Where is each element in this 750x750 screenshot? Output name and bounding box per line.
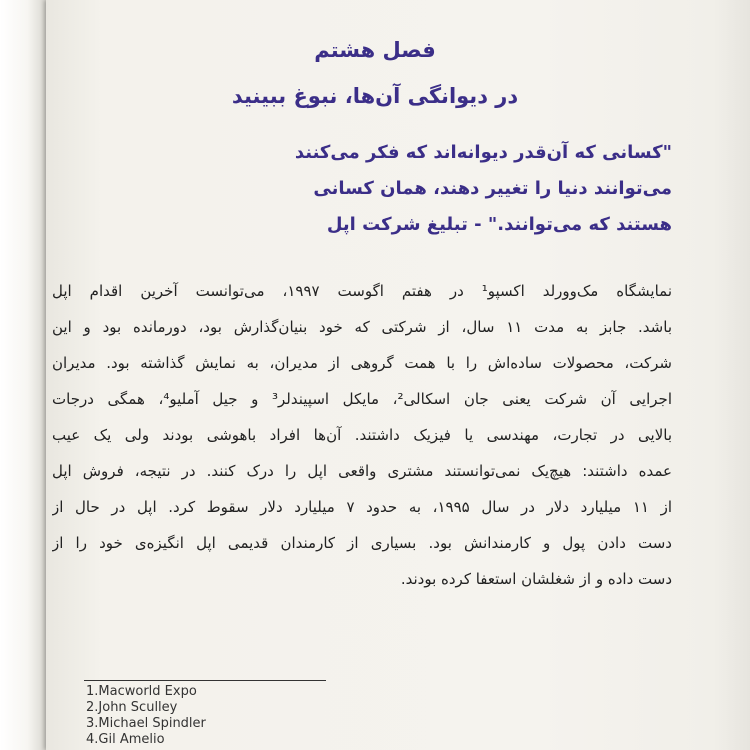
footnote: 4.Gil Amelio [86, 732, 165, 747]
footnote: 1.Macworld Expo [86, 684, 197, 699]
body-text-line: دست دادن پول و کارمندانش بود. بسیاری از کارمندان قدیمی اپل انگیزه‌ی خود را از [52, 534, 672, 552]
body-text-line: شرکت، محصولات ساده‌اش را با همت گروهی از مدیران، به نمایش گذاشته بود. مدیران [52, 354, 672, 372]
epigraph-line: می‌توانند دنیا را تغییر دهند، همان کسانی [313, 178, 672, 199]
body-text-line: عمده داشتند: هیچ‌یک نمی‌توانستند مشتری واقعی اپل را درک کنند. در نتیجه، فروش اپل [52, 462, 672, 480]
footnote-divider [84, 680, 326, 681]
footnote: 3.Michael Spindler [86, 716, 206, 731]
epigraph-line: هستند که می‌توانند." - تبلیغ شرکت اپل [326, 214, 672, 235]
book-spine-margin [0, 0, 46, 750]
chapter-title: در دیوانگی آن‌ها، نبوغ ببینید [231, 84, 519, 108]
book-page [46, 0, 750, 750]
body-text-line: باشد. جابز به مدت ۱۱ سال، از شرکتی که خود بنیان‌گذارش بود، دورمانده بود و این [52, 318, 672, 336]
page-edge-shadow [714, 0, 750, 750]
body-text-line: نمایشگاه مک‌وورلد اکسپو¹ در هفتم اگوست ۱۹۹۷، می‌توانست آخرین اقدام اپل [52, 282, 672, 300]
epigraph-line: "کسانی که آن‌قدر دیوانه‌اند که فکر می‌کنند [294, 142, 672, 163]
body-text-line: اجرایی آن شرکت یعنی جان اسکالی²، مایکل اسپیندلر³ و جیل آملیو⁴، همگی درجات [52, 390, 672, 408]
body-text-line: از ۱۱ میلیارد دلار در سال ۱۹۹۵، به حدود ۷ میلیارد دلار سقوط کرد. اپل در حال از [52, 498, 672, 516]
footnote: 2.John Sculley [86, 700, 178, 715]
body-text-line: دست داده و از شغلشان استعفا کرده بودند. [400, 570, 672, 588]
body-text-line: بالایی در تجارت، مهندسی یا فیزیک داشتند. آن‌ها افراد باهوشی بودند ولی یک عیب [52, 426, 672, 444]
chapter-label: فصل هشتم [314, 38, 436, 62]
